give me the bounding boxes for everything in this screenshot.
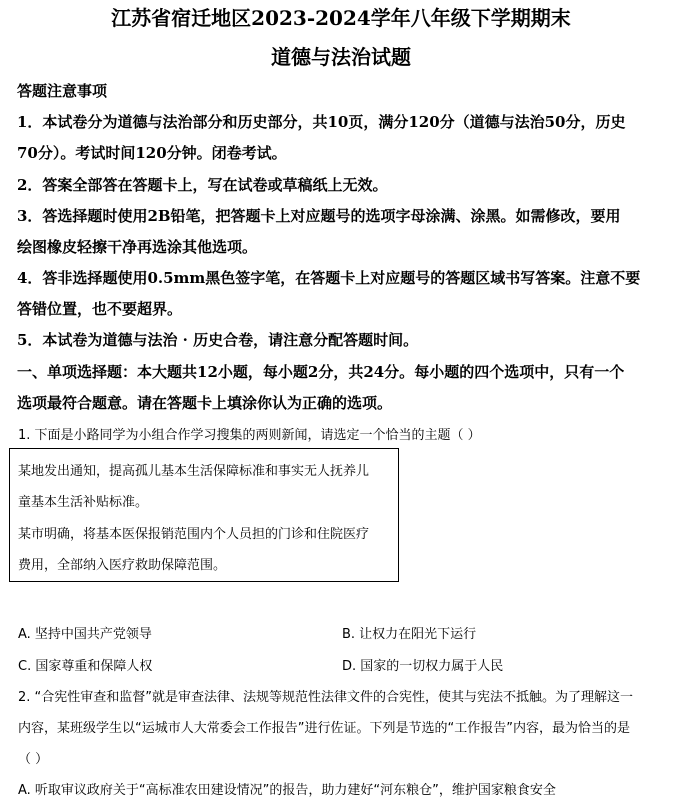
doc-title: 江苏省宿迁地区2023-2024学年八年级下学期期末	[111, 6, 571, 30]
news-line: 某市明确，将基本医保报销范围内个人员担的门诊和住院医疗	[18, 527, 370, 542]
news-line: 某地发出通知，提高孤儿基本生活保障标准和事实无人抚养儿	[18, 464, 370, 479]
notice-item: 1．本试卷分为道德与法治部分和历史部分，共10页，满分120分（道德与法治50分，历史	[17, 113, 626, 131]
q2-option-a: A. 听取审议政府关于“高标准农田建设情况”的报告，助力建好“河东粮仓”，维护国家粮食安全	[18, 783, 556, 798]
q1-option-c: C. 国家尊重和保障人权	[18, 659, 153, 674]
notice-item: 4．答非选择题使用0.5mm黑色签字笔，在答题卡上对应题号的答题区域书写答案。注意不要	[17, 269, 641, 287]
notice-item: 5．本试卷为道德与法治 · 历史合卷，请注意分配答题时间。	[17, 331, 419, 349]
q1-news-box	[9, 448, 399, 582]
q1-option-a: A. 坚持中国共产党领导	[18, 627, 152, 642]
notice-item: 2．答案全部答在答题卡上，写在试卷或草稿纸上无效。	[17, 176, 388, 194]
q2-stem: 2. “合宪性审查和监督”就是审查法律、法规等规范性法律文件的合宪性，使其与宪法不抵触。为了理解这一	[18, 690, 634, 705]
news-line: 费用，全部纳入医疗救助保障范围。	[18, 558, 227, 573]
notice-item: 3．答选择题时使用2B铅笔，把答题卡上对应题号的选项字母涂满、涂黑。如需修改，要用	[17, 207, 621, 225]
news-line: 童基本生活补贴标准。	[18, 495, 149, 510]
q2-answer-blank: （ ）	[18, 752, 49, 767]
section-heading: 一、单项选择题：本大题共12小题，每小题2分，共24分。每小题的四个选项中，只有一个	[17, 363, 625, 381]
notice-item: 70分）。考试时间120分钟。闭卷考试。	[17, 144, 287, 162]
section-heading-cont: 选项最符合题意。请在答题卡上填涂你认为正确的选项。	[17, 394, 393, 412]
doc-subtitle: 道德与法治试题	[271, 45, 411, 69]
notice-item: 答错位置，也不要超界。	[17, 300, 183, 318]
notice-item: 绘图橡皮轻擦干净再选涂其他选项。	[17, 238, 258, 256]
q1-stem: 1. 下面是小路同学为小组合作学习搜集的两则新闻，请选定一个恰当的主题（ ）	[18, 428, 481, 443]
q1-option-d: D. 国家的一切权力属于人民	[342, 659, 504, 674]
notice-heading: 答题注意事项	[17, 82, 108, 100]
q2-stem-cont: 内容，某班级学生以“运城市人大常委会工作报告”进行佐证。下列是节选的“工作报告”内容，最为恰当的是	[18, 721, 630, 736]
q1-option-b: B. 让权力在阳光下运行	[342, 627, 477, 642]
